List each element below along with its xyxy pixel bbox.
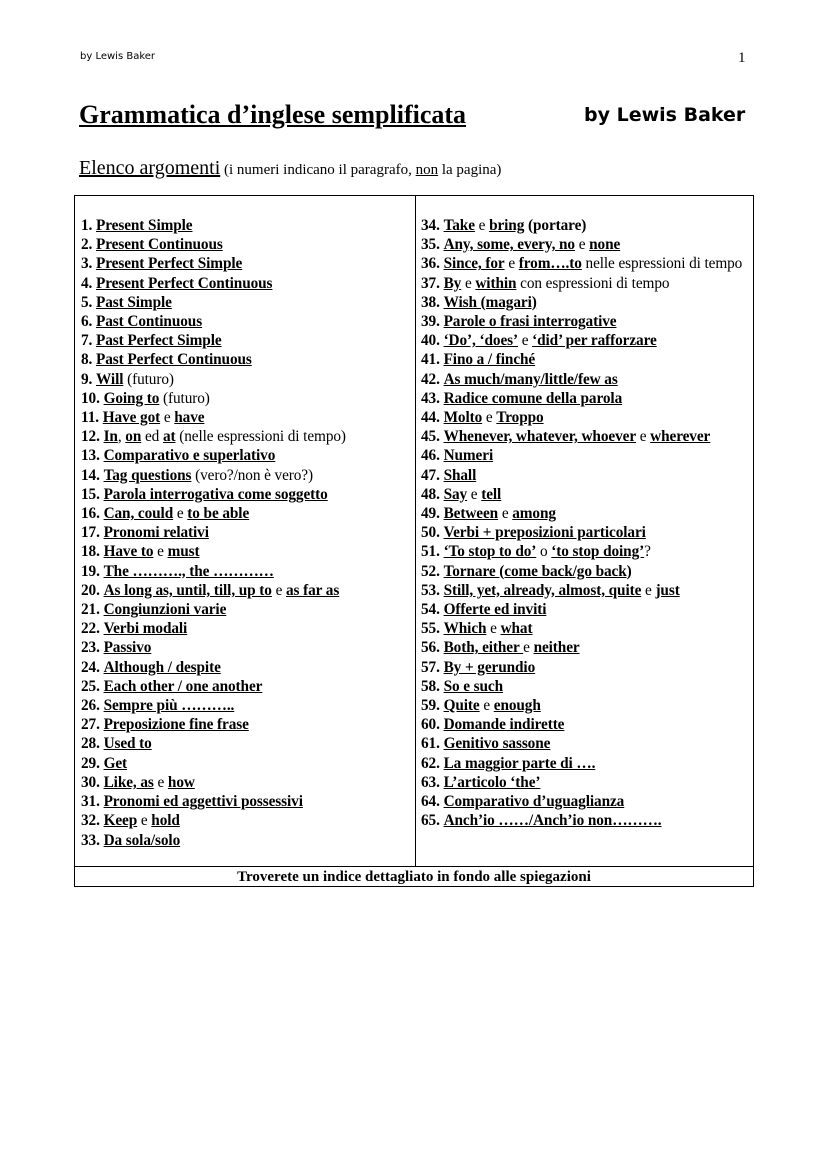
- topic-label: to be able: [187, 505, 250, 523]
- topic-label: Take: [443, 217, 475, 234]
- topic-item: [81, 331, 415, 350]
- topic-item: [421, 523, 754, 542]
- topic-label: Verbi + preposizioni particolari: [443, 524, 646, 542]
- topic-item: [81, 811, 415, 830]
- topics-heading-note-open: (i numeri indicano il paragrafo,: [220, 162, 416, 178]
- topic-connector-text: (futuro): [123, 370, 174, 388]
- topic-label: Since, for: [443, 255, 505, 273]
- topic-label: wherever: [650, 428, 711, 446]
- topic-label: ‘did’ per rafforzare: [532, 332, 657, 350]
- topic-item: [81, 715, 415, 734]
- topic-number: 57.: [421, 658, 440, 676]
- topic-label: Tornare (come back/go back): [443, 562, 632, 580]
- topic-number: 52.: [421, 562, 440, 580]
- topic-label: tell: [481, 485, 502, 503]
- topic-label: By + gerundio: [443, 658, 536, 676]
- topic-item: [421, 446, 754, 465]
- topics-heading-note-emph: non: [415, 162, 439, 178]
- topics-column-left: [75, 196, 416, 866]
- topic-label: Past Simple: [96, 293, 172, 311]
- topic-number: 30.: [81, 773, 100, 791]
- topic-number: 24.: [81, 658, 100, 676]
- topic-label: La maggior parte di ….: [443, 754, 596, 772]
- topic-label: ‘To stop to do’: [443, 543, 537, 561]
- topic-item: [81, 562, 415, 581]
- topic-connector-text: o: [536, 543, 552, 561]
- topic-number: 7.: [81, 332, 93, 350]
- topic-number: 17.: [81, 524, 100, 542]
- topic-label: (portare): [524, 217, 587, 234]
- topic-label: By: [443, 274, 462, 292]
- topic-label: Comparativo e superlativo: [103, 447, 276, 465]
- topic-item: [421, 811, 754, 830]
- topic-connector-text: e: [517, 332, 533, 350]
- topic-label: none: [589, 236, 621, 254]
- topic-connector-text: (vero?/non è vero?): [191, 466, 313, 484]
- topic-label: Quite: [443, 697, 480, 715]
- topic-number: 19.: [81, 562, 100, 580]
- topic-label: what: [500, 620, 533, 638]
- topic-connector-text: e: [486, 620, 501, 638]
- topic-label: bring: [489, 217, 525, 234]
- topic-number: 31.: [81, 793, 100, 811]
- topic-item: [421, 312, 754, 331]
- topic-item: [421, 466, 754, 485]
- topic-label: Domande indirette: [443, 716, 565, 734]
- topic-label: Both, either: [443, 639, 524, 657]
- topic-number: 39.: [421, 313, 440, 331]
- topic-item: [81, 581, 415, 600]
- topic-number: 12.: [81, 428, 100, 446]
- topic-label: L’articolo ‘the’: [443, 773, 541, 791]
- topic-connector-text: e: [153, 543, 168, 561]
- topic-item: [81, 312, 415, 331]
- topic-item: [81, 216, 415, 235]
- topic-number: 33.: [81, 831, 100, 849]
- topic-label: The ………., the …………: [103, 562, 274, 580]
- topic-label: Which: [443, 620, 487, 638]
- topic-number: 22.: [81, 620, 100, 638]
- topic-label: As much/many/little/few as: [443, 370, 618, 388]
- topic-label: Have to: [103, 543, 154, 561]
- topic-item: [81, 831, 415, 850]
- topic-item: [81, 274, 415, 293]
- topic-label: ‘Do’, ‘does’: [443, 332, 518, 350]
- topic-label: Parola interrogativa come soggetto: [103, 485, 328, 503]
- topic-item: [81, 235, 415, 254]
- topic-number: 3.: [81, 255, 93, 273]
- topic-number: 59.: [421, 697, 440, 715]
- topic-number: 5.: [81, 293, 93, 311]
- topic-item: [421, 773, 754, 792]
- topic-label: Have got: [102, 409, 161, 427]
- topic-item: [421, 504, 754, 523]
- topic-label: Pronomi relativi: [103, 524, 209, 542]
- topic-item: [81, 427, 415, 446]
- topic-number: 10.: [81, 389, 100, 407]
- topic-connector-text: e: [504, 255, 519, 273]
- topic-number: 6.: [81, 313, 93, 331]
- topic-number: 13.: [81, 447, 100, 465]
- topic-label: have: [174, 409, 205, 427]
- topic-item: [81, 542, 415, 561]
- topic-number: 45.: [421, 428, 440, 446]
- topic-connector-text: e: [498, 505, 513, 523]
- topic-label: Troppo: [496, 409, 544, 427]
- topic-number: 44.: [421, 409, 440, 427]
- topic-item: [81, 619, 415, 638]
- topic-label: from….to: [518, 255, 582, 273]
- topic-number: 4.: [81, 274, 93, 292]
- running-head: by Lewis Baker: [80, 51, 156, 62]
- topic-label: Numeri: [443, 447, 494, 465]
- topic-connector-text: e: [173, 505, 188, 523]
- topic-label: Present Simple: [96, 217, 193, 234]
- topic-label: Da sola/solo: [103, 831, 181, 849]
- topic-connector-text: e: [574, 236, 590, 254]
- topic-number: 26.: [81, 697, 100, 715]
- topic-item: [421, 350, 754, 369]
- topic-number: 18.: [81, 543, 100, 561]
- topic-item: [81, 408, 415, 427]
- topic-label: Anch’io ……/Anch’io non……….: [443, 812, 662, 830]
- topic-number: 15.: [81, 485, 100, 503]
- topic-number: 29.: [81, 754, 100, 772]
- topic-number: 37.: [421, 274, 440, 292]
- topic-label: ‘to stop doing’: [551, 543, 645, 561]
- topic-item: [81, 254, 415, 273]
- topic-item: [81, 389, 415, 408]
- topic-number: 8.: [81, 351, 93, 369]
- topic-connector-text: ?: [644, 543, 651, 561]
- topic-connector-text: e: [482, 409, 497, 427]
- topic-connector-text: e: [271, 581, 286, 599]
- topic-label: Between: [443, 505, 499, 523]
- topic-label: As long as, until, till, up to: [103, 581, 272, 599]
- page-number: 1: [738, 50, 746, 66]
- topic-label: Like, as: [103, 773, 154, 791]
- topic-label: Past Perfect Simple: [96, 332, 222, 350]
- topic-item: [81, 350, 415, 369]
- topic-number: 27.: [81, 716, 100, 734]
- topic-item: [81, 504, 415, 523]
- topic-connector-text: e: [153, 773, 168, 791]
- topic-item: [421, 427, 754, 446]
- topic-label: Used to: [103, 735, 152, 753]
- topics-column-right: [416, 196, 754, 866]
- topic-label: Offerte ed inviti: [443, 601, 547, 619]
- topic-label: In: [103, 428, 118, 446]
- topic-number: 35.: [421, 236, 440, 254]
- topic-item: [421, 408, 754, 427]
- topic-connector-text: ed: [141, 428, 163, 446]
- topic-item: [421, 485, 754, 504]
- topic-number: 11.: [81, 409, 99, 427]
- topic-item: [421, 562, 754, 581]
- topic-item: [421, 754, 754, 773]
- topic-label: Genitivo sassone: [443, 735, 551, 753]
- topic-label: Will: [96, 370, 124, 388]
- topic-item: [421, 389, 754, 408]
- topic-number: 41.: [421, 351, 440, 369]
- topic-item: [421, 370, 754, 389]
- topic-label: Tag questions: [103, 466, 192, 484]
- topic-number: 40.: [421, 332, 440, 350]
- topics-heading: [79, 157, 501, 180]
- topic-item: [81, 754, 415, 773]
- topic-connector-text: e: [160, 409, 175, 427]
- topic-number: 1.: [81, 217, 93, 234]
- topic-label: Wish (magari): [443, 293, 537, 311]
- topic-item: [81, 600, 415, 619]
- topic-item: [421, 293, 754, 312]
- topic-label: Preposizione fine frase: [103, 716, 249, 734]
- topic-label: Although / despite: [103, 658, 221, 676]
- topic-number: 2.: [81, 236, 93, 254]
- topic-item: [421, 734, 754, 753]
- topic-label: Whenever, whatever, whoever: [443, 428, 637, 446]
- topic-label: Radice comune della parola: [443, 389, 623, 407]
- topic-label: Comparativo d’uguaglianza: [443, 793, 625, 811]
- topic-label: on: [125, 428, 142, 446]
- topic-number: 21.: [81, 601, 100, 619]
- topic-item: [421, 235, 754, 254]
- topic-item: [81, 677, 415, 696]
- topic-label: at: [162, 428, 176, 446]
- topic-label: Fino a / finché: [443, 351, 536, 369]
- topic-connector-text: (futuro): [159, 389, 210, 407]
- author-byline: by Lewis Baker: [584, 104, 746, 126]
- topic-number: 34.: [421, 217, 440, 234]
- topic-item: [81, 370, 415, 389]
- topic-connector-text: nelle espressioni di tempo: [581, 255, 743, 273]
- topic-item: [421, 619, 754, 638]
- topic-item: [421, 677, 754, 696]
- topic-number: 46.: [421, 447, 440, 465]
- topic-label: hold: [151, 812, 180, 830]
- topic-number: 49.: [421, 505, 440, 523]
- topic-number: 53.: [421, 581, 440, 599]
- topic-label: Verbi modali: [103, 620, 188, 638]
- topic-number: 23.: [81, 639, 100, 657]
- topic-number: 20.: [81, 581, 100, 599]
- topic-label: Parole o frasi interrogative: [443, 313, 617, 331]
- topic-number: 9.: [81, 370, 93, 388]
- topic-item: [81, 523, 415, 542]
- topic-label: Keep: [103, 812, 138, 830]
- topic-number: 65.: [421, 812, 440, 830]
- table-footer-note: Troverete un indice dettagliato in fondo alle spiegazioni: [75, 866, 753, 888]
- topic-label: just: [655, 581, 680, 599]
- topic-label: So e such: [443, 677, 504, 695]
- topic-connector-text: con espressioni di tempo: [516, 274, 670, 292]
- topic-label: Can, could: [103, 505, 174, 523]
- topic-item: [81, 734, 415, 753]
- topic-number: 56.: [421, 639, 440, 657]
- topic-label: Any, some, every, no: [443, 236, 575, 254]
- topic-number: 38.: [421, 293, 440, 311]
- topic-number: 43.: [421, 389, 440, 407]
- topic-label: Past Perfect Continuous: [96, 351, 252, 369]
- topic-item: [421, 581, 754, 600]
- topic-label: enough: [493, 697, 541, 715]
- topic-label: Congiunzioni varie: [103, 601, 227, 619]
- topic-label: Present Perfect Continuous: [96, 274, 273, 292]
- topic-label: Pronomi ed aggettivi possessivi: [103, 793, 303, 811]
- topic-item: [81, 658, 415, 677]
- topic-label: Going to: [103, 389, 160, 407]
- topic-item: [421, 254, 754, 273]
- topic-connector-text: ,: [117, 428, 126, 446]
- topic-item: [421, 331, 754, 350]
- topic-item: [421, 542, 754, 561]
- topic-label: Shall: [443, 466, 477, 484]
- topic-number: 51.: [421, 543, 440, 561]
- topic-label: how: [167, 773, 195, 791]
- topic-label: Passivo: [103, 639, 152, 657]
- topic-item: [421, 216, 754, 235]
- topic-label: Each other / one another: [103, 677, 263, 695]
- topic-item: [81, 696, 415, 715]
- topic-number: 47.: [421, 466, 440, 484]
- topic-number: 63.: [421, 773, 440, 791]
- topic-label: neither: [533, 639, 580, 657]
- topic-number: 16.: [81, 505, 100, 523]
- topic-label: Present Perfect Simple: [96, 255, 243, 273]
- topic-label: must: [167, 543, 200, 561]
- topics-table: [74, 195, 754, 887]
- topic-number: 58.: [421, 677, 440, 695]
- topic-connector-text: e: [641, 581, 656, 599]
- topic-connector-text: e: [474, 217, 490, 234]
- topic-item: [81, 293, 415, 312]
- topic-item: [421, 792, 754, 811]
- topic-label: within: [475, 274, 517, 292]
- topic-label: among: [512, 505, 556, 523]
- topic-number: 42.: [421, 370, 440, 388]
- topic-item: [81, 638, 415, 657]
- topic-label: Say: [443, 485, 468, 503]
- topic-number: 60.: [421, 716, 440, 734]
- topic-item: [421, 696, 754, 715]
- topic-number: 64.: [421, 793, 440, 811]
- topic-number: 61.: [421, 735, 440, 753]
- topic-connector-text: e: [523, 639, 534, 657]
- topic-number: 25.: [81, 677, 100, 695]
- topic-item: [421, 638, 754, 657]
- topic-item: [421, 274, 754, 293]
- topic-number: 50.: [421, 524, 440, 542]
- document-title: Grammatica d’inglese semplificata: [79, 100, 467, 129]
- topic-item: [421, 715, 754, 734]
- topic-connector-text: e: [467, 485, 482, 503]
- topic-number: 54.: [421, 601, 440, 619]
- topic-label: as far as: [286, 581, 340, 599]
- topic-label: Sempre più ………..: [103, 697, 235, 715]
- topic-label: Get: [103, 754, 128, 772]
- topic-connector-text: e: [479, 697, 494, 715]
- topic-item: [421, 600, 754, 619]
- topic-label: Past Continuous: [96, 313, 203, 331]
- topic-item: [81, 773, 415, 792]
- topic-connector-text: e: [461, 274, 476, 292]
- topic-connector-text: (nelle espressioni di tempo): [175, 428, 346, 446]
- topic-item: [81, 466, 415, 485]
- topic-connector-text: e: [636, 428, 651, 446]
- topic-item: [81, 792, 415, 811]
- topic-number: 14.: [81, 466, 100, 484]
- topic-number: 62.: [421, 754, 440, 772]
- topic-label: Molto: [443, 409, 483, 427]
- topic-label: Present Continuous: [96, 236, 223, 254]
- topic-number: 48.: [421, 485, 440, 503]
- topic-item: [81, 485, 415, 504]
- topics-heading-main: Elenco argomenti: [79, 157, 221, 179]
- topic-number: 55.: [421, 620, 440, 638]
- topic-item: [421, 658, 754, 677]
- topic-number: 32.: [81, 812, 100, 830]
- topic-number: 28.: [81, 735, 100, 753]
- topic-connector-text: e: [137, 812, 152, 830]
- topics-heading-note-close: la pagina): [438, 162, 502, 178]
- topic-item: [81, 446, 415, 465]
- topic-label: Still, yet, already, almost, quite: [443, 581, 642, 599]
- topic-number: 36.: [421, 255, 440, 273]
